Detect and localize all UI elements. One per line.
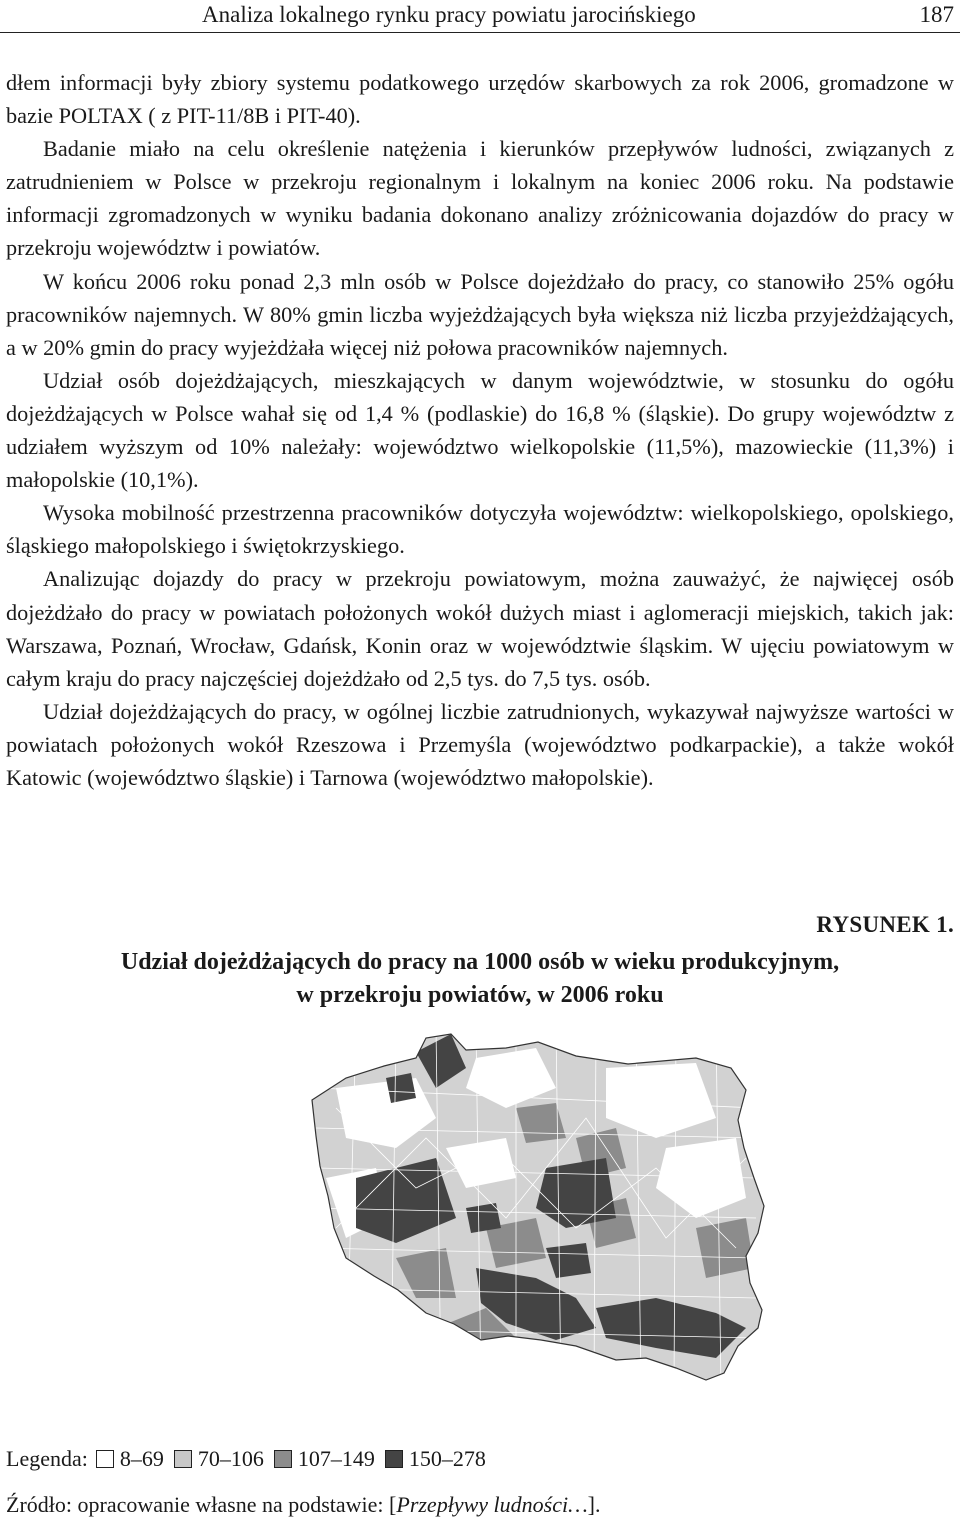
paragraph: Udział osób dojeżdżających, mieszkających w danym województwie, w stosunku do ogółu dojeżdżających w Polsce wahał się od 1,4 % (podlaskie) do 16,8 % (śląskie). Do grupy województw z udziałem wyższym od 10% należały: województwo wielkopolskie (11,5%), mazowieckie (11,3%) i małopolskie (10,1%). [6, 367, 954, 493]
legend-label: 107–149 [297, 1446, 375, 1471]
running-header [0, 0, 960, 33]
running-title: Analiza lokalnego rynku pracy powiatu jarocińskiego [202, 2, 696, 27]
paragraph: W końcu 2006 roku ponad 2,3 mln osób w Polsce dojeżdżało do pracy, co stanowiło 25% ogółu pracowników najemnych. W 80% gmin liczba wyjeżdżających była większa niż liczba przyjeżdżających, a w 20% gmin do pracy wyjeżdżała więcej niż połowa pracowników najemnych. [6, 268, 954, 360]
paragraph: Udział dojeżdżających do pracy, w ogólnej liczbie zatrudnionych, wykazywał najwyższe wartości w powiatach położonych wokół Rzeszowa i Przemyśla (województwo podkarpackie), a także wokół Katowic (województwo śląskie) i Tarnowa (województwo małopolskie). [6, 698, 954, 790]
poland-county-map [276, 1028, 960, 1438]
legend-label: 8–69 [119, 1446, 164, 1471]
body-text [6, 66, 954, 794]
page-number: 187 [919, 2, 954, 27]
source-suffix: ]. [587, 1492, 601, 1517]
figure-label: RYSUNEK 1. [816, 912, 954, 937]
legend-label: 150–278 [408, 1446, 486, 1471]
source-prefix: Źródło: opracowanie własne na podstawie: [ [6, 1492, 397, 1517]
legend-swatch [96, 1450, 114, 1468]
legend-prefix: Legenda: [6, 1446, 88, 1471]
figure-title-line: w przekroju powiatów, w 2006 roku [296, 982, 664, 1008]
legend-swatch [385, 1450, 403, 1468]
county-fills [276, 1028, 960, 1438]
figure-source [6, 1492, 600, 1518]
figure-title-line: Udział dojeżdżających do pracy na 1000 osób w wieku produkcyjnym, [120, 949, 840, 975]
source-title: Przepływy ludności… [396, 1492, 588, 1517]
legend-swatch [174, 1450, 192, 1468]
figure-title [0, 946, 960, 1012]
paragraph: Badanie miało na celu określenie natężenia i kierunków przepływów ludności, związanych z zatrudnieniem w Polsce w przekroju regionalnym i lokalnym na koniec 2006 roku. Na podstawie informacji zgromadzonych w wyniku badania dokonano analizy zróżnicowania dojazdów do pracy w przekroju województw i powiatów. [6, 136, 954, 261]
legend-swatch [274, 1450, 292, 1468]
paragraph: dłem informacji były zbiory systemu podatkowego urzędów skarbowych za rok 2006, gromadzone w bazie POLTAX ( z PIT-11/8B i PIT-40). [6, 70, 954, 129]
paragraph: Wysoka mobilność przestrzenna pracowników dotyczyła województw: wielkopolskiego, opolskiego, śląskiego małopolskiego i świętokrzyskiego. [6, 500, 954, 559]
map-legend [6, 1446, 488, 1472]
paragraph: Analizując dojazdy do pracy w przekroju powiatowym, można zauważyć, że najwięcej osób dojeżdżało do pracy w powiatach położonych wokół dużych miast i aglomeracji miejskich, takich jak: Warszawa, Poznań, Wrocław, Gdańsk, Konin oraz w województwie śląskim. W ujęciu powiatowym w całym kraju do pracy najczęściej dojeżdżało od 2,5 tys. do 7,5 tys. osób. [6, 566, 954, 691]
legend-label: 70–106 [197, 1446, 264, 1471]
